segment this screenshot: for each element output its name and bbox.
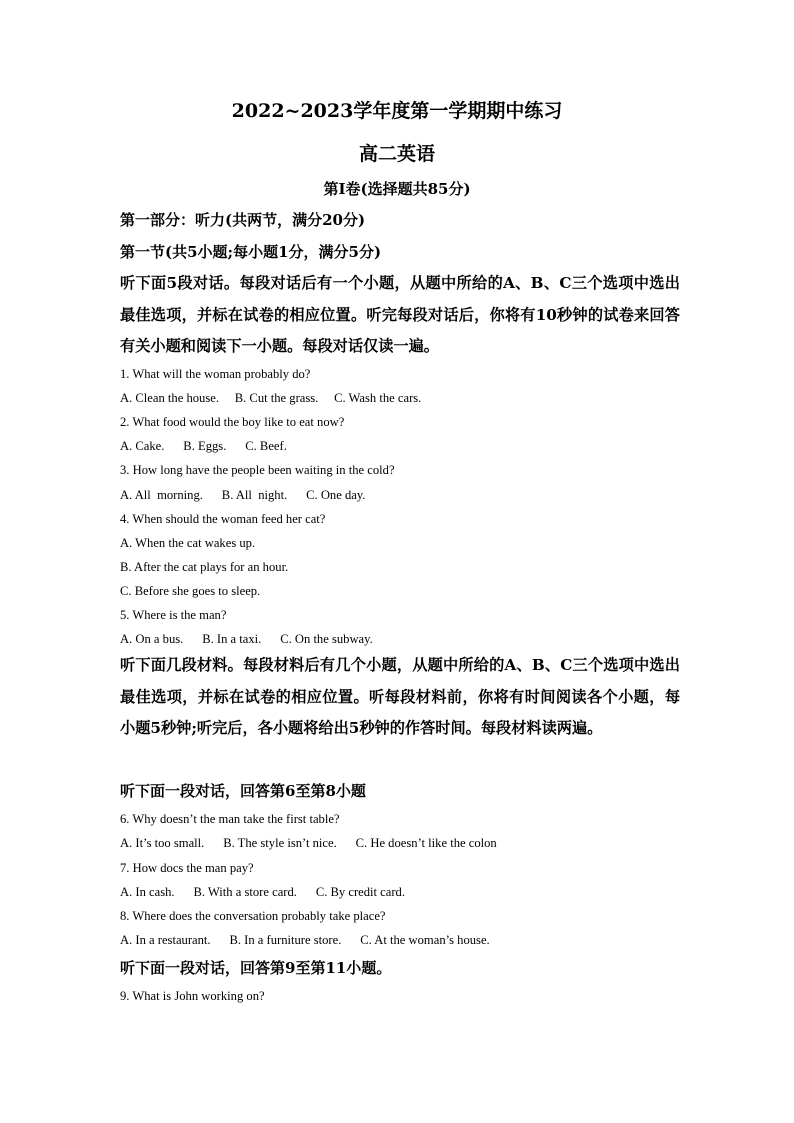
question-3: 3. How long have the people been waiting in the cold? — [120, 463, 395, 477]
question-1-options: A. Clean the house. B. Cut the grass. C. Wash the cars. — [120, 391, 422, 405]
question-8-options: A. In a restaurant. B. In a furniture store. C. At the woman’s house. — [120, 933, 490, 947]
question-2-options: A. Cake. B. Eggs. C. Beef. — [120, 439, 287, 453]
exam-title: 2022~2023学年度第一学期期中练习 — [231, 100, 563, 122]
question-7: 7. How docs the man pay? — [120, 861, 254, 875]
question-6-options: A. It’s too small. B. The style isn’t nice. C. He doesn’t like the colon — [120, 836, 497, 850]
question-2: 2. What food would the boy like to eat now? — [120, 415, 345, 429]
volume-title: 第I卷(选择题共85分) — [323, 180, 471, 198]
section-heading: 第一节(共5小题;每小题1分，满分5分) — [120, 243, 382, 261]
question-6: 6. Why doesn’t the man take the first table? — [120, 812, 340, 826]
question-1: 1. What will the woman probably do? — [120, 367, 311, 381]
question-4: 4. When should the woman feed her cat? — [120, 512, 326, 526]
group-heading-1: 听下面一段对话，回答第6至第8小题 — [120, 782, 366, 800]
instructions-paragraph-1: 听下面5段对话。每段对话后有一个小题，从题中所给的A、B、C三个选项中选出最佳选项，并标在试卷的相应位置。听完每段对话后，你将有10秒钟的试卷来回答有关小题和阅读下一小题。每段对话仅读一遍。 — [120, 274, 680, 355]
instructions-paragraph-2: 听下面几段材料。每段材料后有几个小题，从题中所给的A、B、C三个选项中选出最佳选项，并标在试卷的相应位置。听每段材料前，你将有时间阅读各个小题，每小题5秒钟;听完后，各小题将给出5秒钟的作答时间。每段材料读两遍。 — [120, 656, 680, 737]
part-heading: 第一部分：听力(共两节，满分20分) — [120, 211, 366, 229]
question-5: 5. Where is the man? — [120, 608, 227, 622]
question-3-options: A. All morning. B. All night. C. One day. — [120, 488, 366, 502]
question-4-option-b: B. After the cat plays for an hour. — [120, 560, 289, 574]
question-4-option-c: C. Before she goes to sleep. — [120, 584, 261, 598]
question-8: 8. Where does the conversation probably take place? — [120, 909, 386, 923]
question-7-options: A. In cash. B. With a store card. C. By credit card. — [120, 885, 405, 899]
group-heading-2: 听下面一段对话，回答第9至第11小题。 — [120, 959, 392, 977]
question-4-option-a: A. When the cat wakes up. — [120, 536, 256, 550]
question-9: 9. What is John working on? — [120, 989, 265, 1003]
question-5-options: A. On a bus. B. In a taxi. C. On the subway. — [120, 632, 373, 646]
subject-title: 高二英语 — [358, 143, 435, 165]
